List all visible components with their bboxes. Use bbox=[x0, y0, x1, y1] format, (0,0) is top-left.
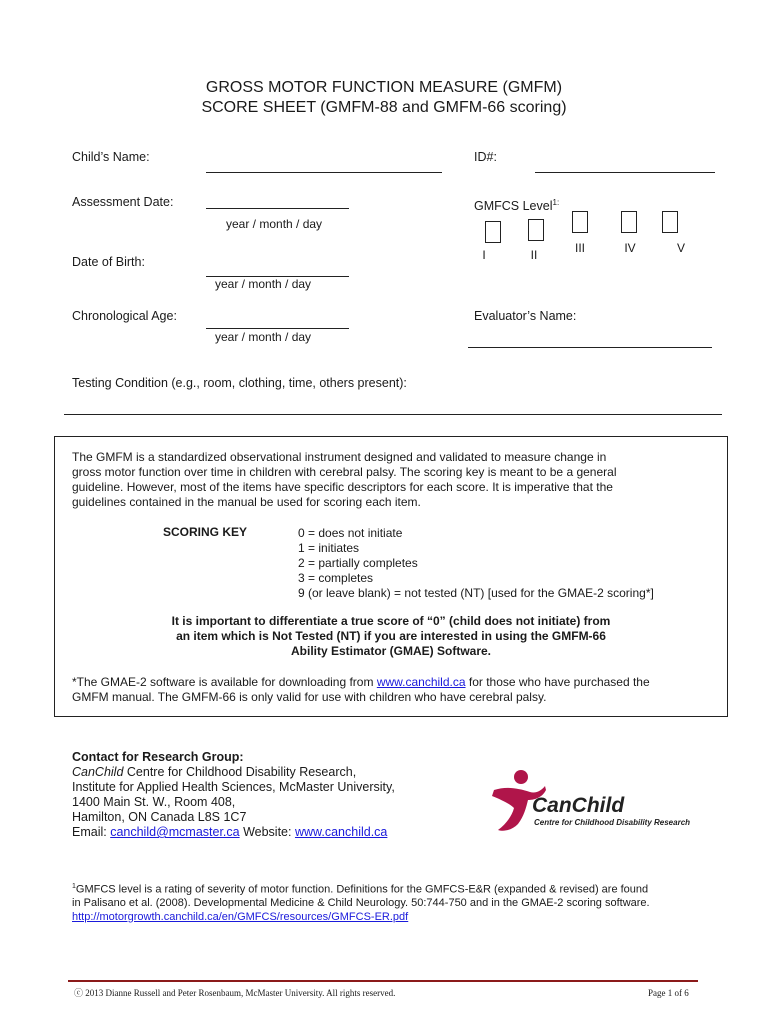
scoring-info-box bbox=[54, 436, 728, 717]
evaluators-name-label: Evaluator’s Name: bbox=[474, 309, 577, 323]
contact-email-link[interactable]: canchild@mcmaster.ca bbox=[110, 825, 240, 839]
gmfcs-level-v-label: V bbox=[676, 241, 685, 255]
gmfcs-level-ii-label: II bbox=[530, 248, 538, 262]
chronological-age-hint: year / month / day bbox=[215, 330, 312, 344]
contact-website-link[interactable]: www.canchild.ca bbox=[294, 825, 388, 839]
canchild-logo bbox=[488, 768, 708, 838]
gmfcs-footnote: $^1$GMFCS level is a rating of severity of motor function. Definitions for the GMFCS-E&R (expanded & revised) are found in Palisano et al. (2008). Developmental Medicine & Child Neurology. 50:744-750 and in the GMAE-2 scoring software. http://motorgrowth.canchild.ca/en/GMFCS/resources/GMFCS-ER.pdf bbox=[72, 883, 650, 923]
logo-name: CanChild bbox=[532, 794, 625, 817]
id-label: ID#: bbox=[474, 150, 497, 164]
gmfcs-level-iv-label: IV bbox=[624, 241, 636, 255]
evaluators-name-field[interactable] bbox=[468, 347, 712, 348]
footer-page-number: Page 1 of 6 bbox=[648, 988, 689, 998]
testing-condition-label: Testing Condition (e.g., room, clothing, time, others present): bbox=[72, 376, 407, 390]
scoring-key-item: 1 = initiates bbox=[298, 541, 360, 555]
scoring-key-list bbox=[298, 526, 654, 601]
childs-name-label: Child’s Name: bbox=[72, 150, 150, 164]
contact-heading: Contact for Research Group: bbox=[72, 750, 244, 764]
logo-tagline: Centre for Childhood Disability Research bbox=[534, 818, 691, 827]
gmfcs-level-v-checkbox[interactable] bbox=[662, 211, 678, 233]
assessment-date-field[interactable] bbox=[206, 208, 349, 209]
date-of-birth-label: Date of Birth: bbox=[72, 255, 145, 269]
page-title-line-1: GROSS MOTOR FUNCTION MEASURE (GMFM) bbox=[205, 79, 563, 96]
chronological-age-field[interactable] bbox=[206, 328, 349, 329]
gmfcs-er-pdf-link[interactable]: http://motorgrowth.canchild.ca/en/GMFCS/resources/GMFCS-ER.pdf bbox=[72, 910, 409, 923]
gmfcs-level-iii-checkbox[interactable] bbox=[572, 211, 588, 233]
gmfcs-level-iii-label: III bbox=[574, 241, 585, 255]
footer-rule bbox=[68, 980, 698, 982]
contact-block: Contact for Research Group: CanChild Centre for Childhood Disability Research, Institute for Applied Health Sciences, McMaster University, 1400 Main St. W., Room 408, Hamilton, ON Canada L8S 1C7 Email: canchild@mcmaster.ca Website: www.canchild.ca bbox=[72, 750, 395, 839]
scoring-key-item: 2 = partially completes bbox=[298, 556, 418, 570]
gmae-note: *The GMAE-2 software is available for downloading from www.canchild.ca for those who have purchased the GMFM manual. The GMFM-66 is only valid for use with children who have cerebral palsy. bbox=[72, 675, 650, 704]
chronological-age-label: Chronological Age: bbox=[72, 309, 177, 323]
scoring-key-item: 9 (or leave blank) = not tested (NT) [used for the GMAE-2 scoring*] bbox=[298, 586, 654, 600]
assessment-date-hint: year / month / day bbox=[226, 217, 323, 231]
date-of-birth-hint: year / month / day bbox=[215, 277, 312, 291]
assessment-date-label: Assessment Date: bbox=[72, 195, 174, 209]
scoring-key-item: 0 = does not initiate bbox=[298, 526, 403, 540]
gmfcs-level-iv-checkbox[interactable] bbox=[621, 211, 637, 233]
testing-condition-field[interactable] bbox=[64, 414, 722, 415]
id-field[interactable] bbox=[535, 172, 715, 173]
footer-copyright: ⓒ 2013 Dianne Russell and Peter Rosenbaum, McMaster University. All rights reserved. bbox=[74, 988, 396, 998]
intro-paragraph: The GMFM is a standardized observational instrument designed and validated to measure change in gross motor function over time in children with cerebral palsy. The scoring key is meant to be a general guideline. However, most of the items have specific descriptors for each score. It is imperative that the guidelines contained in the manual be used for scoring each item. bbox=[72, 450, 617, 509]
scoring-key-item: 3 = completes bbox=[298, 571, 374, 585]
scoring-key-label: SCORING KEY bbox=[163, 525, 248, 539]
canchild-website-link[interactable]: www.canchild.ca bbox=[376, 675, 466, 689]
childs-name-field[interactable] bbox=[206, 172, 442, 173]
page-title-line-2: SCORE SHEET (GMFM-88 and GMFM-66 scoring) bbox=[201, 99, 567, 116]
gmfcs-level-i-label: I bbox=[482, 248, 486, 262]
gmfcs-level-i-checkbox[interactable] bbox=[485, 221, 501, 243]
gmfcs-level-ii-checkbox[interactable] bbox=[528, 219, 544, 241]
gmfcs-level-label: GMFCS Level$^{1:}$ bbox=[474, 198, 560, 214]
important-notice: It is important to differentiate a true score of “0” (child does not initiate) from an item which is Not Tested (NT) if you are interested in using the GMFM-66 Ability Estimator (GMAE) Software. bbox=[171, 614, 611, 658]
